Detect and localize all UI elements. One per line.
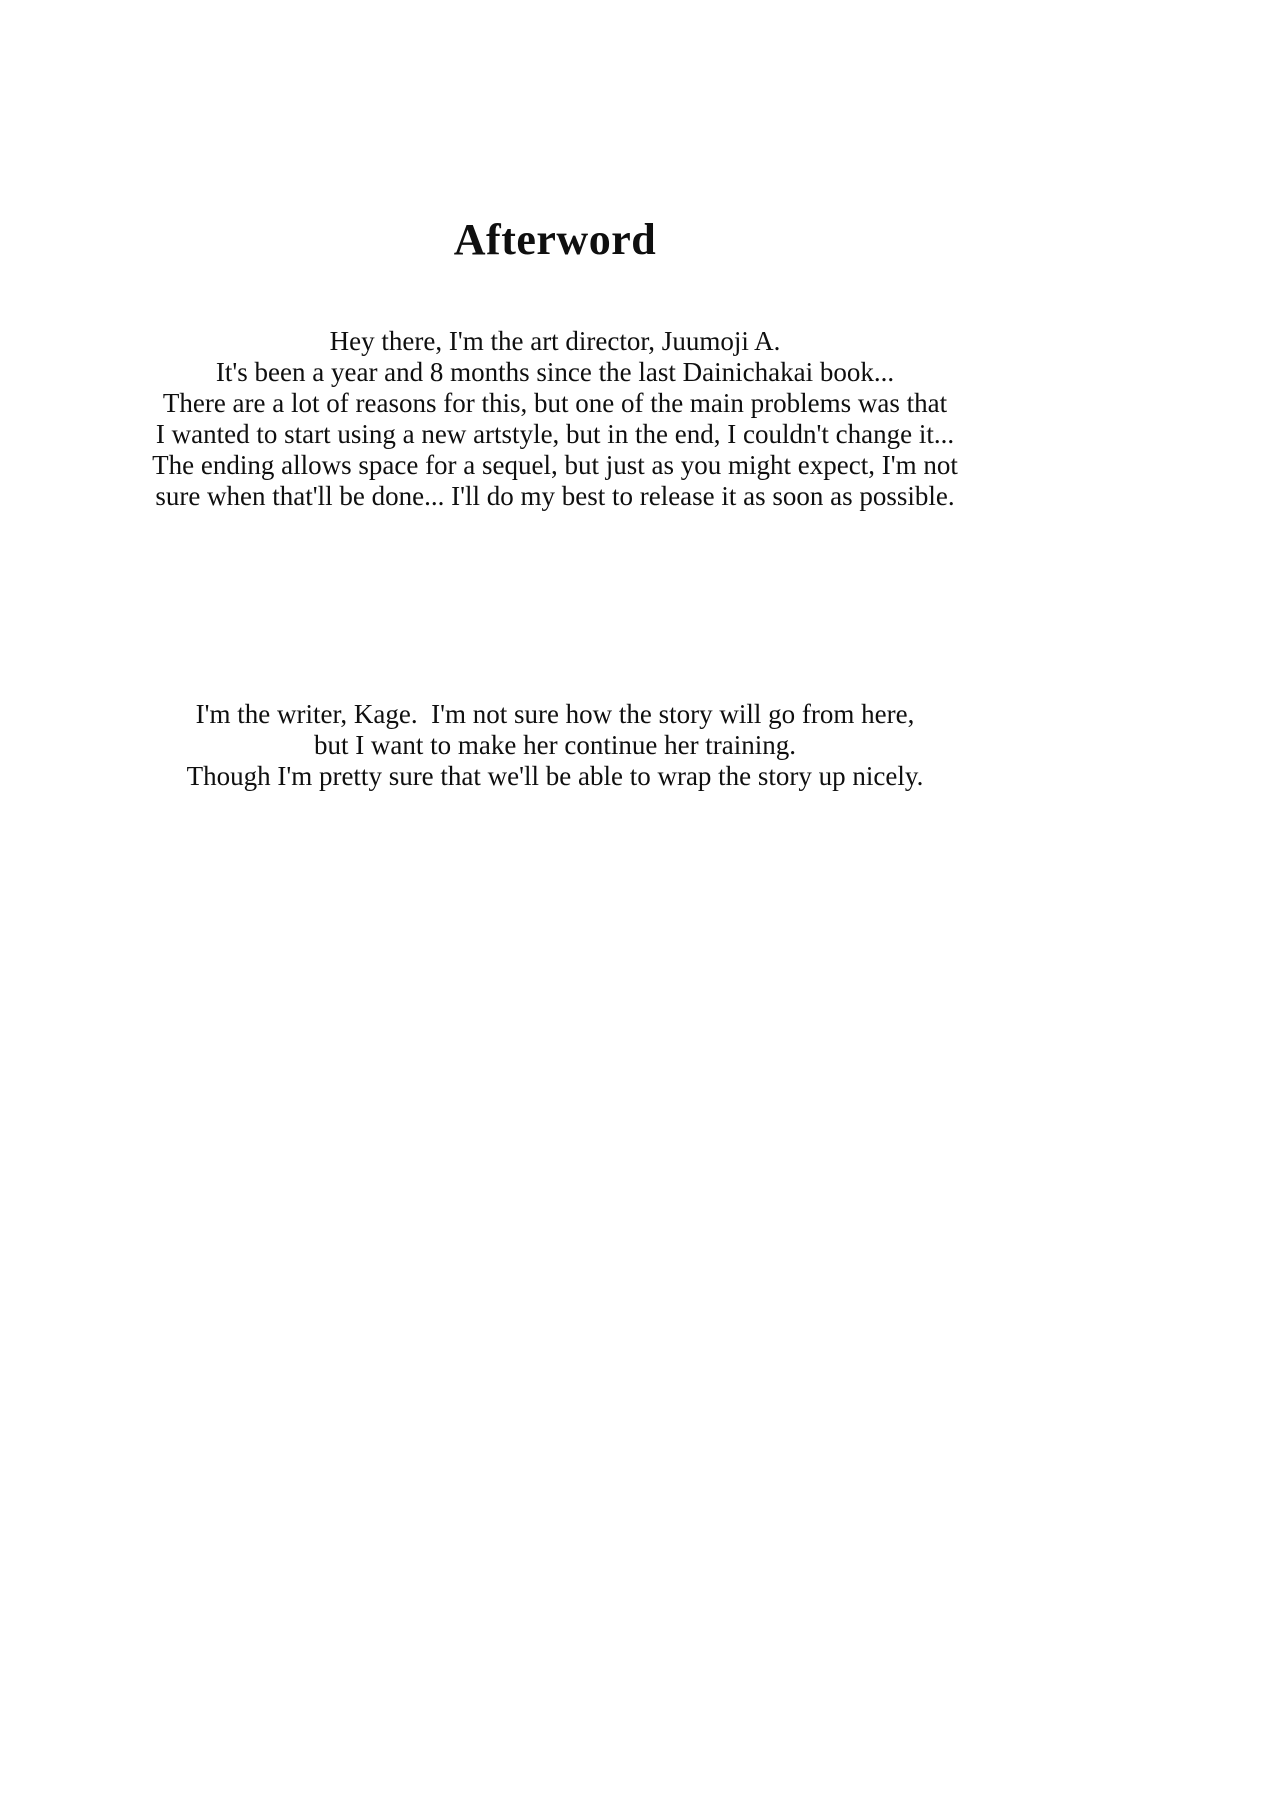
paragraph-line: There are a lot of reasons for this, but one of the main problems was that — [162, 388, 948, 418]
afterword-paragraph-writer — [0, 699, 1110, 792]
paragraph-line: but I want to make her continue her training. — [313, 730, 797, 760]
paragraph-line: I'm the writer, Kage. I'm not sure how the story will go from here, — [195, 699, 915, 729]
paragraph-line: I wanted to start using a new artstyle, but in the end, I couldn't change it... — [155, 419, 955, 449]
paragraph-line: It's been a year and 8 months since the last Dainichakai book... — [215, 357, 895, 387]
page-title: Afterword — [453, 215, 657, 265]
paragraph-line: Though I'm pretty sure that we'll be able to wrap the story up nicely. — [186, 761, 924, 791]
paragraph-line: The ending allows space for a sequel, but just as you might expect, I'm not — [152, 450, 958, 480]
paragraph-line: Hey there, I'm the art director, Juumoji A. — [329, 326, 781, 356]
paragraph-line: sure when that'll be done... I'll do my best to release it as soon as possible. — [155, 481, 955, 511]
afterword-paragraph-art-director — [0, 326, 1110, 512]
